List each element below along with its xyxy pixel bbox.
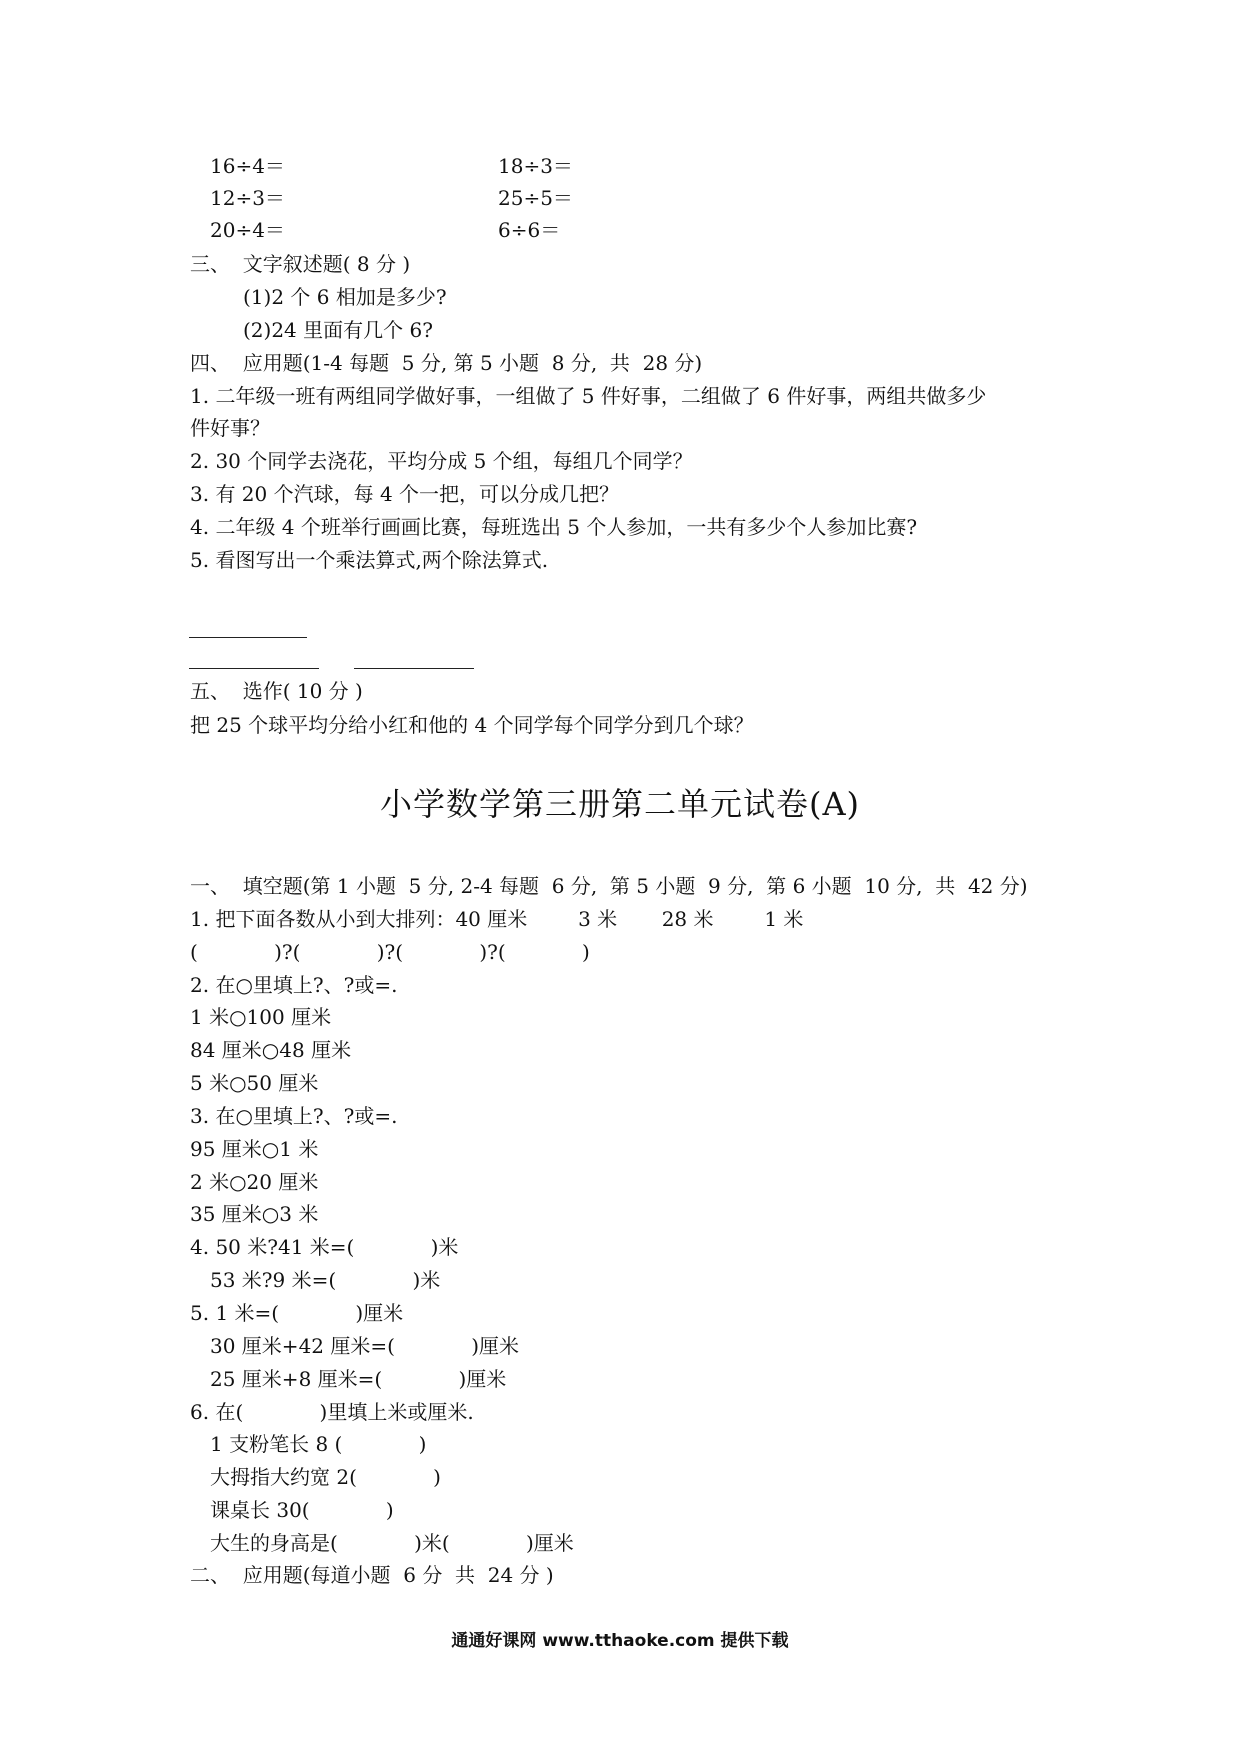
answer-line (354, 668, 474, 669)
fill-item: 大拇指大约宽 2( ) (210, 1465, 441, 1489)
comparison-item: 95 厘米○1 米 (190, 1137, 319, 1161)
comparison-item: 35 厘米○3 米 (190, 1202, 319, 1226)
division-exercise: 25÷5＝ (498, 186, 573, 210)
comparison-item: 84 厘米○48 厘米 (190, 1038, 352, 1062)
question-text: 53 米?9 米=( )米 (210, 1268, 441, 1292)
fill-item: 1 支粉笔长 8 ( ) (210, 1432, 427, 1456)
question-text: 件好事？ (190, 416, 270, 440)
section-heading: 一、 填空题(第 1 小题 5 分, 2-4 每题 6 分, 第 5 小题 9 分, 第 6 小题 10 分, 共 42 分) (190, 874, 1028, 898)
question-text: (2)24 里面有几个 6? (243, 318, 433, 342)
question-text: 4. 50 米?41 米=( )米 (190, 1235, 459, 1259)
division-exercise: 6÷6＝ (498, 218, 561, 242)
question-text: (1)2 个 6 相加是多少? (243, 285, 447, 309)
section-heading: 三、 文字叙述题( 8 分 ) (190, 252, 411, 276)
comparison-item: 2 米○20 厘米 (190, 1170, 319, 1194)
section-heading: 二、 应用题(每道小题 6 分 共 24 分 ) (190, 1563, 554, 1587)
question-text: 2. 30 个同学去浇花，平均分成 5 个组，每组几个同学？ (190, 449, 693, 473)
section-heading: 四、 应用题(1-4 每题 5 分, 第 5 小题 8 分, 共 28 分) (190, 351, 703, 375)
page-title: 小学数学第三册第二单元试卷(A) (379, 785, 861, 823)
question-text: 2. 在○里填上?、?或=. (190, 973, 398, 997)
question-text: 6. 在( )里填上米或厘米. (190, 1400, 474, 1424)
question-text: 4. 二年级 4 个班举行画画比赛，每班选出 5 个人参加，一共有多少个人参加比赛? (190, 515, 918, 539)
fill-item: 大生的身高是( )米( )厘米 (210, 1531, 574, 1555)
fill-item: 课桌长 30( ) (210, 1498, 394, 1522)
question-text: 30 厘米+42 厘米=( )厘米 (210, 1334, 520, 1358)
question-text: 3. 在○里填上?、?或=. (190, 1104, 398, 1128)
division-exercise: 12÷3＝ (210, 186, 285, 210)
question-text: 25 厘米+8 厘米=( )厘米 (210, 1367, 507, 1391)
question-text: 5. 1 米=( )厘米 (190, 1301, 404, 1325)
answer-line (189, 637, 307, 638)
comparison-item: 5 米○50 厘米 (190, 1071, 319, 1095)
division-exercise: 20÷4＝ (210, 218, 285, 242)
question-text: 3. 有 20 个汽球，每 4 个一把，可以分成几把？ (190, 482, 620, 506)
answer-line (189, 668, 319, 669)
question-text: 5. 看图写出一个乘法算式,两个除法算式. (190, 548, 549, 572)
page-footer: 通通好课网 www.tthaoke.com 提供下载 (451, 1631, 789, 1651)
answer-blanks: ( )?( )?( )?( ) (190, 940, 590, 964)
question-text: 1. 把下面各数从小到大排列：40 厘米 3 米 28 米 1 米 (190, 907, 804, 931)
question-text: 把 25 个球平均分给小红和他的 4 个同学每个同学分到几个球？ (190, 713, 754, 737)
division-exercise: 18÷3＝ (498, 154, 573, 178)
division-exercise: 16÷4＝ (210, 154, 285, 178)
question-text: 1. 二年级一班有两组同学做好事，一组做了 5 件好事，二组做了 6 件好事，两组共做多少 (190, 384, 987, 408)
section-heading: 五、 选作( 10 分 ) (190, 679, 363, 703)
comparison-item: 1 米○100 厘米 (190, 1005, 332, 1029)
